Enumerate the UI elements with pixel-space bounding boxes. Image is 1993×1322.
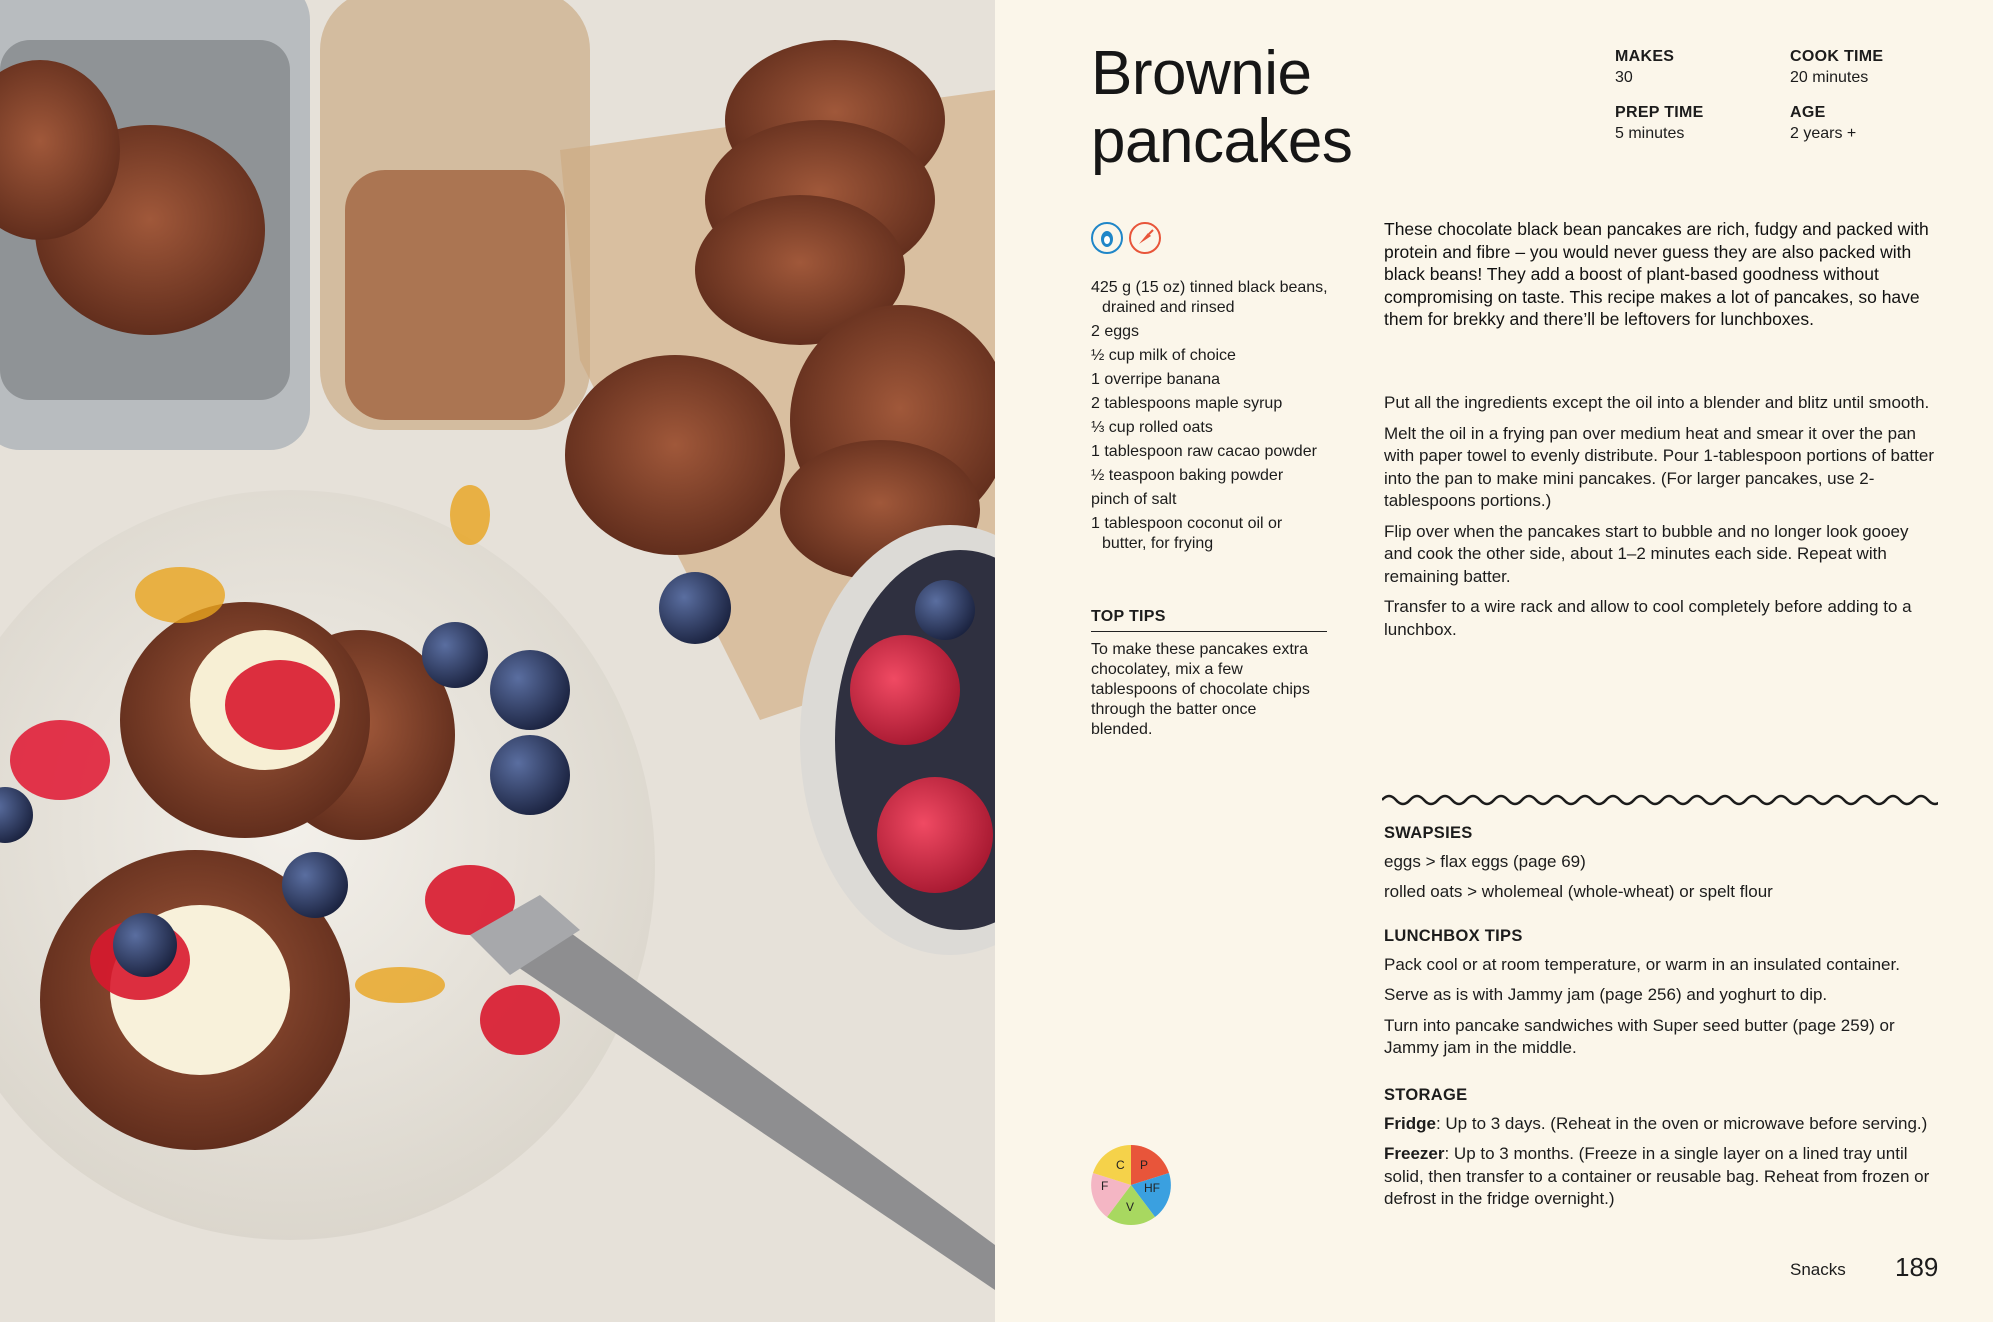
pancakes-photo-illustration — [0, 0, 995, 1322]
lunchbox-tip: Turn into pancake sandwiches with Super seed butter (page 259) or Jammy jam in the middle. — [1384, 1015, 1895, 1057]
makes-value: 30 — [1615, 69, 1633, 86]
recipe-title — [1091, 40, 1352, 176]
wavy-divider — [1382, 790, 1938, 810]
wheel-label-v: V — [1126, 1200, 1135, 1214]
wheel-label-f: F — [1101, 1179, 1109, 1193]
lunchbox-tips-section — [1384, 925, 1944, 1068]
wheel-label-hf: HF — [1144, 1181, 1160, 1195]
method-step: Flip over when the pancakes start to bubble and no longer look gooey and cook the other side, about 1–2 minutes each side. Repeat with remaining batter. — [1384, 521, 1909, 586]
wheel-label-c: C — [1116, 1158, 1125, 1172]
freezer-text: : Up to 3 months. (Freeze in a single layer on a lined tray until solid, then transfer to a container or reusable bag. Reheat from frozen or defrost in the fridge overnight.) — [1384, 1144, 1930, 1208]
ingredient-item: pinch of salt — [1091, 491, 1177, 508]
ingredient-item: ½ cup milk of choice — [1091, 347, 1236, 364]
footer-section-name: Snacks — [1790, 1260, 1846, 1279]
prep-time-label: PREP TIME — [1615, 104, 1704, 121]
page-number: 189 — [1895, 1252, 1939, 1282]
nutrition-wheel-icon — [1091, 1145, 1171, 1225]
method-steps — [1384, 392, 1934, 649]
ingredient-item: 1 tablespoon raw cacao powder — [1091, 443, 1317, 460]
food-photo — [0, 0, 995, 1322]
title-line-2: pancakes — [1091, 107, 1353, 176]
fridge-label: Fridge — [1384, 1113, 1436, 1133]
method-step: Put all the ingredients except the oil into a blender and blitz until smooth. — [1384, 393, 1930, 412]
cook-time-block — [1790, 48, 1960, 87]
ingredients-list — [1091, 278, 1331, 558]
title-line-1: Brownie — [1091, 39, 1312, 108]
storage-fridge — [1384, 1113, 1944, 1136]
age-value: 2 years + — [1790, 125, 1857, 142]
lunchbox-tip: Serve as is with Jammy jam (page 256) and yoghurt to dip. — [1384, 985, 1828, 1004]
top-tips-text: To make these pancakes extra chocolatey, mix a few tablespoons of chocolate chips through the batter once blended. — [1091, 641, 1310, 738]
swapsies-section — [1384, 822, 1944, 912]
ingredient-item: 1 overripe banana — [1091, 371, 1220, 388]
ingredient-item: 2 eggs — [1091, 323, 1140, 340]
method-step: Melt the oil in a frying pan over medium heat and smear it over the pan with paper towel to evenly distribute. Pour 1-tablespoon portions of batter into the pan to make mini pancakes. (For larger pancakes, use 2-tablespoons portions.) — [1384, 423, 1934, 510]
wheel-label-p: P — [1140, 1158, 1149, 1172]
ingredient-item: ⅓ cup rolled oats — [1091, 419, 1213, 436]
swapsies-heading: SWAPSIES — [1384, 824, 1473, 842]
method-step: Transfer to a wire rack and allow to cool completely before adding to a lunchbox. — [1384, 597, 1912, 639]
carrot-icon — [1129, 222, 1161, 254]
ingredient-item: ½ teaspoon baking powder — [1091, 467, 1284, 484]
swapsies-item: eggs > flax eggs (page 69) — [1384, 851, 1586, 871]
age-label: AGE — [1790, 104, 1826, 121]
prep-time-block — [1615, 104, 1785, 143]
cook-time-label: COOK TIME — [1790, 48, 1884, 65]
fridge-text: : Up to 3 days. (Reheat in the oven or microwave before serving.) — [1435, 1113, 1928, 1133]
storage-heading: STORAGE — [1384, 1086, 1468, 1104]
ingredient-item: 425 g (15 oz) tinned black beans, drained and rinsed — [1091, 279, 1328, 316]
top-tips-heading: TOP TIPS — [1091, 608, 1327, 632]
makes-block — [1615, 48, 1785, 87]
cook-time-value: 20 minutes — [1790, 69, 1869, 86]
ingredient-item: 1 tablespoon coconut oil or butter, for frying — [1091, 515, 1283, 552]
recipe-page — [995, 0, 1993, 1322]
ingredient-item: 2 tablespoons maple syrup — [1091, 395, 1283, 412]
age-block — [1790, 104, 1960, 143]
storage-freezer — [1384, 1143, 1944, 1211]
lunchbox-tips-heading: LUNCHBOX TIPS — [1384, 927, 1523, 945]
lunchbox-tip: Pack cool or at room temperature, or warm in an insulated container. — [1384, 954, 1900, 974]
makes-label: MAKES — [1615, 48, 1675, 65]
prep-time-value: 5 minutes — [1615, 125, 1685, 142]
freezer-label: Freezer — [1384, 1144, 1445, 1163]
storage-section — [1384, 1084, 1944, 1219]
recipe-intro: These chocolate black bean pancakes are rich, fudgy and packed with protein and fibre – you would never guess they are also packed with black beans! They add a boost of plant-based goodness without compromising on taste. This recipe makes a lot of pancakes, so have them for brekky and there’ll be leftovers for lunchboxes. — [1384, 219, 1929, 330]
swapsies-item: rolled oats > wholemeal (whole-wheat) or spelt flour — [1384, 882, 1773, 901]
egg-icon — [1091, 222, 1123, 254]
